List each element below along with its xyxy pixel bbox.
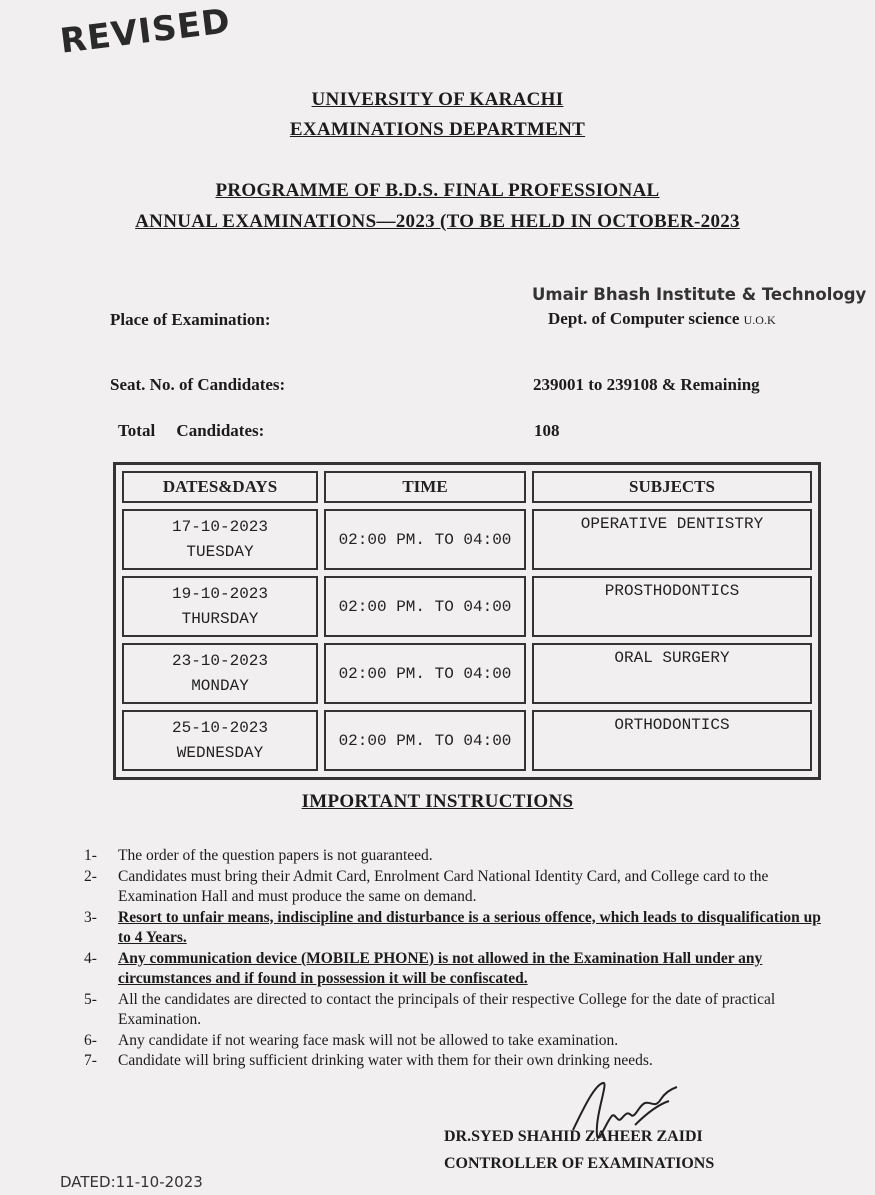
university-name: UNIVERSITY OF KARACHI — [311, 89, 564, 110]
item-text: Any candidate if not wearing face mask will not be allowed to take examination. — [118, 1031, 619, 1049]
item-number: 2- — [84, 867, 97, 885]
item-text: Resort to unfair means, indiscipline and disturbance is a serious offence, which leads to disqualification up to 4 Years. — [118, 908, 821, 946]
day: TUESDAY — [186, 542, 254, 561]
item-number: 5- — [84, 990, 97, 1008]
item-number: 1- — [84, 847, 97, 864]
day: WEDNESDAY — [176, 743, 264, 762]
table-row — [122, 509, 812, 570]
date: 19-10-2023 — [171, 584, 268, 603]
header-subjects: SUBJECTS — [532, 471, 812, 503]
date: 25-10-2023 — [171, 718, 268, 737]
subject-cell: OPERATIVE DENTISTRY — [532, 509, 812, 570]
list-item — [84, 908, 836, 949]
day: MONDAY — [191, 676, 249, 695]
instructions-list — [84, 846, 836, 1072]
total-value: 108 — [534, 421, 560, 440]
item-number: 4- — [84, 949, 97, 967]
subject-cell: PROSTHODONTICS — [532, 576, 812, 637]
table-row — [122, 643, 812, 704]
date-cell — [122, 643, 318, 704]
seat-value: 239001 to 239108 & Remaining — [533, 375, 760, 394]
date-cell — [122, 509, 318, 570]
item-text: Candidates must bring their Admit Card, Enrolment Card National Identity Card, and College card to the Examination Hall and must produce the same on demand. — [118, 867, 769, 905]
programme-title-line2: ANNUAL EXAMINATIONS—2023 (TO BE HELD IN OCTOBER-2023 — [135, 211, 740, 232]
list-item — [84, 949, 836, 990]
exam-schedule-table — [113, 462, 821, 780]
list-item — [84, 1051, 836, 1072]
time-cell: 02:00 PM. TO 04:00 — [324, 576, 526, 637]
subject-cell: ORTHODONTICS — [532, 710, 812, 771]
item-text: Candidate will bring sufficient drinking water with them for their own drinking needs. — [118, 1052, 653, 1069]
list-item — [84, 846, 836, 867]
signatory-title: CONTROLLER OF EXAMINATIONS — [444, 1155, 715, 1172]
place-dept: Dept. of Computer science — [548, 309, 740, 328]
dated-line: DATED:11-10-2023 — [60, 1173, 203, 1191]
item-text: All the candidates are directed to contact the principals of their respective College for the date of practical Examination. — [118, 990, 776, 1028]
time-cell: 02:00 PM. TO 04:00 — [324, 710, 526, 771]
date-cell — [122, 710, 318, 771]
item-text: Any communication device (MOBILE PHONE) is not allowed in the Examination Hall under any circumstances and if found in possession it will be confiscated. — [118, 949, 763, 987]
place-value-line2 — [548, 309, 776, 329]
table-row — [122, 576, 812, 637]
place-uok: U.O.K — [743, 313, 776, 327]
seat-label: Seat. No. of Candidates: — [110, 375, 286, 394]
list-item — [84, 990, 836, 1031]
place-value-line1: Umair Bhash Institute & Technology — [532, 285, 867, 304]
programme-title-line1: PROGRAMME OF B.D.S. FINAL PROFESSIONAL — [215, 180, 660, 201]
total-label: Total Candidates: — [118, 421, 265, 440]
item-number: 3- — [84, 908, 97, 926]
date-cell — [122, 576, 318, 637]
signatory-block — [444, 1123, 714, 1177]
item-number: 7- — [84, 1052, 97, 1069]
list-item — [84, 867, 836, 908]
header-time: TIME — [324, 471, 526, 503]
time-cell: 02:00 PM. TO 04:00 — [324, 643, 526, 704]
list-item — [84, 1031, 836, 1052]
revised-stamp: REVISED — [58, 1, 233, 62]
place-label: Place of Examination: — [110, 310, 271, 329]
subject-cell: ORAL SURGERY — [532, 643, 812, 704]
date: 17-10-2023 — [171, 517, 268, 536]
date: 23-10-2023 — [171, 651, 268, 670]
day: THURSDAY — [181, 609, 259, 628]
table-header-row — [122, 471, 812, 503]
table-row — [122, 710, 812, 771]
header-dates: DATES&DAYS — [122, 471, 318, 503]
department-name: EXAMINATIONS DEPARTMENT — [289, 119, 586, 140]
signatory-name: DR.SYED SHAHID ZAHEER ZAIDI — [444, 1128, 703, 1145]
item-text: The order of the question papers is not guaranteed. — [118, 847, 433, 864]
time-cell: 02:00 PM. TO 04:00 — [324, 509, 526, 570]
item-number: 6- — [84, 1031, 97, 1049]
instructions-title: IMPORTANT INSTRUCTIONS — [301, 791, 574, 812]
